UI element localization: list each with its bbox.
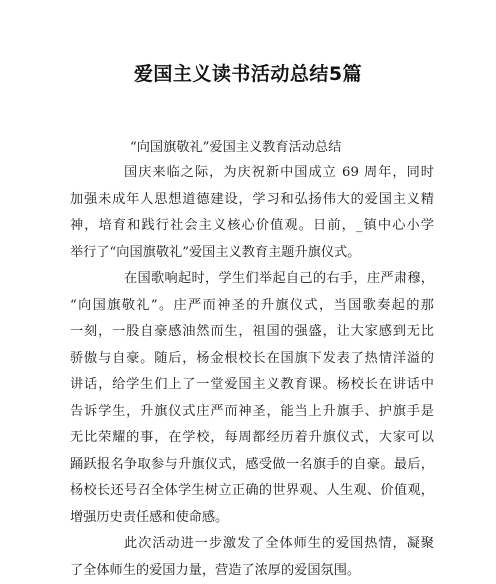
paragraph-1: [70, 160, 434, 266]
paragraph-line: 在国歌响起时，学生们举起自己的右手，庄严肃穆，: [70, 266, 434, 293]
paragraph-line: “向国旗敬礼”。庄严而神圣的升旗仪式，当国歌奏起的那: [70, 293, 434, 320]
paragraph-line: 踊跃报名争取参与升旗仪式，感受做一名旗手的自豪。最后，: [70, 452, 434, 479]
paragraph-line: 了全体师生的爱国力量，营造了浓厚的爱国氛围。: [70, 558, 434, 584]
paragraph-line: 讲话，给学生们上了一堂爱国主义教育课。杨校长在讲话中: [70, 372, 434, 399]
paragraph-line: 告诉学生，升旗仪式庄严而神圣，能当上升旗手、护旗手是: [70, 399, 434, 426]
paragraph-line: 加强未成年人思想道德建设，学习和弘扬伟大的爱国主义精: [70, 187, 434, 214]
paragraph-3: [70, 531, 434, 584]
paragraph-line: 无比荣耀的事，在学校，每周都经历着升旗仪式，大家可以: [70, 425, 434, 452]
paragraph-line: 此次活动进一步激发了全体师生的爱国热情，凝聚: [70, 531, 434, 558]
document-body: [70, 135, 434, 584]
document-subtitle: “向国旗敬礼”爱国主义教育活动总结: [70, 135, 434, 160]
paragraph-line: 一刻，一股自豪感油然而生，祖国的强盛，让大家感到无比: [70, 319, 434, 346]
paragraph-line: 举行了“向国旗敬礼”爱国主义教育主题升旗仪式。: [70, 240, 434, 267]
paragraph-line: 增强历史责任感和使命感。: [70, 505, 434, 532]
document-title: 爱国主义读书活动总结5篇: [0, 61, 496, 87]
paragraph-line: 杨校长还号召全体学生树立正确的世界观、人生观、价值观，: [70, 478, 434, 505]
paragraph-line: 国庆来临之际，为庆祝新中国成立 69 周年，同时: [70, 160, 434, 187]
paragraph-line: 神，培育和践行社会主义核心价值观。日前，_镇中心小学: [70, 213, 434, 240]
paragraph-2: [70, 266, 434, 531]
paragraph-line: 骄傲与自豪。随后，杨金根校长在国旗下发表了热情洋溢的: [70, 346, 434, 373]
